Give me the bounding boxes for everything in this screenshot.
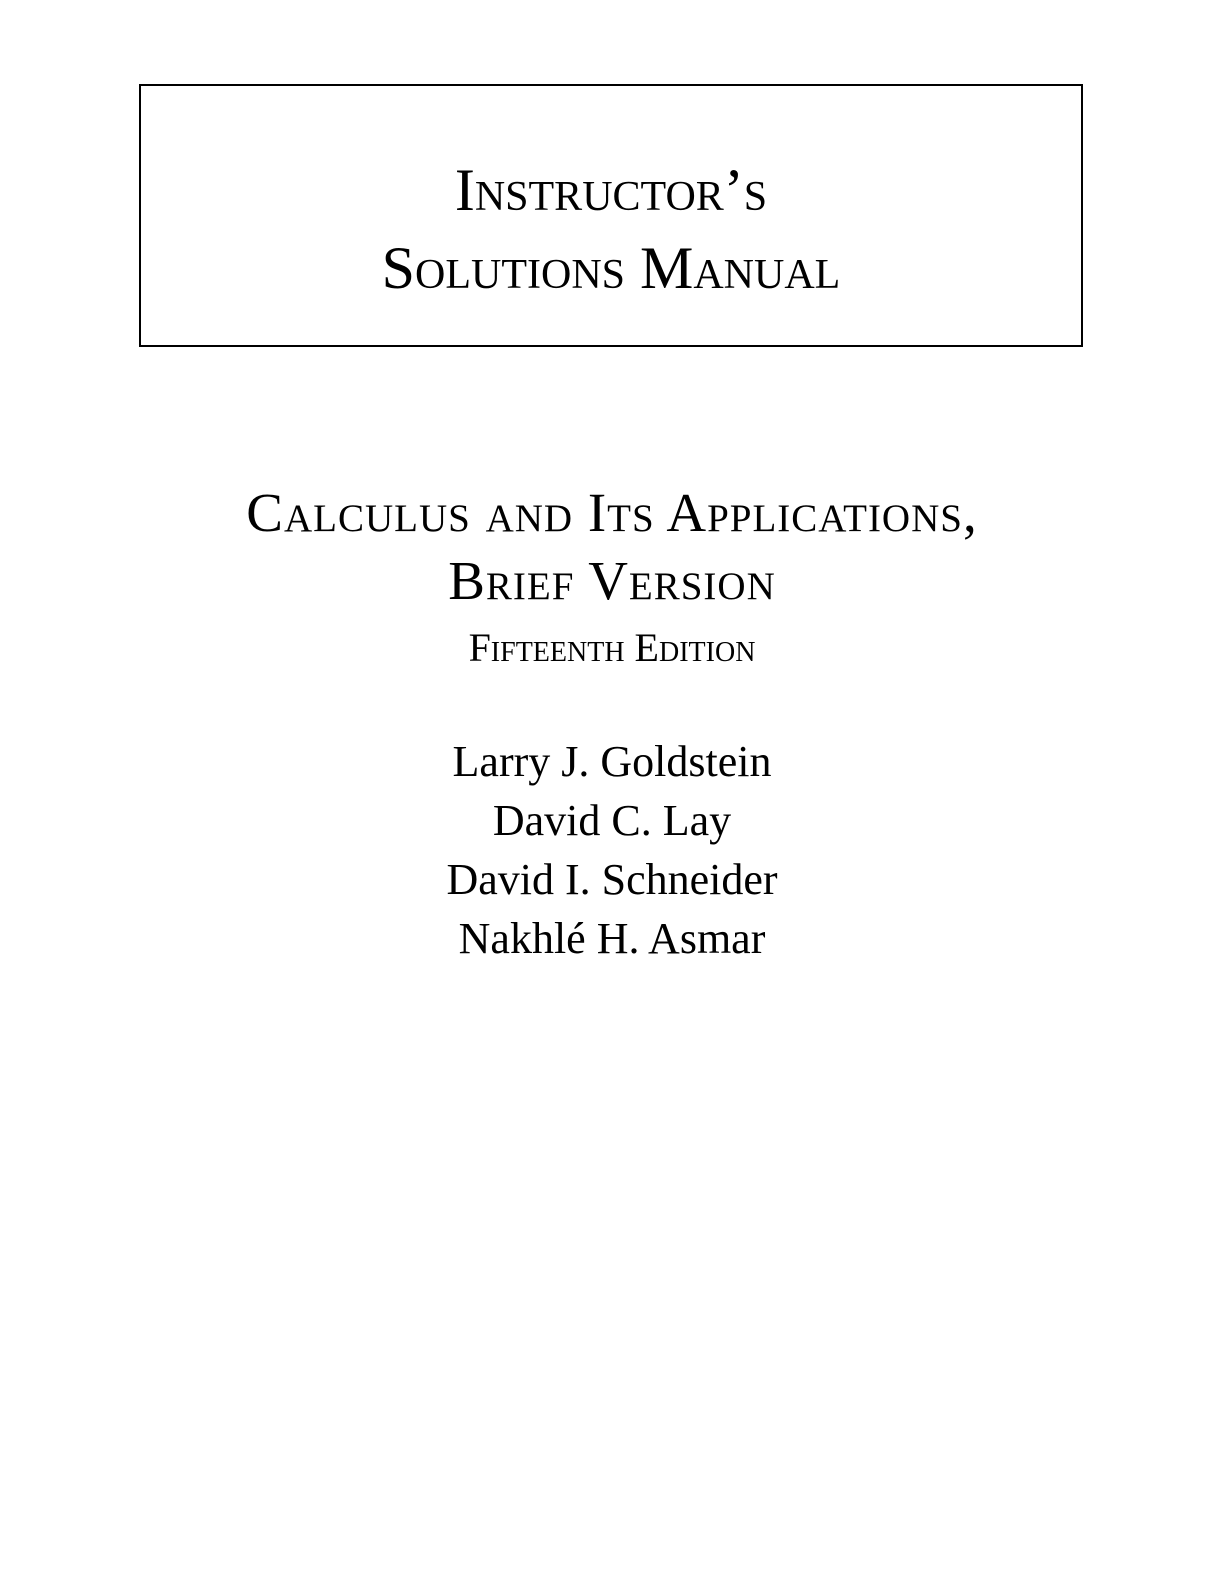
manual-title-box xyxy=(139,84,1083,347)
edition-label: Fifteenth Edition xyxy=(468,625,756,670)
author-name: David I. Schneider xyxy=(446,855,778,904)
manual-title-line-2: Solutions Manual xyxy=(381,235,841,301)
author-list xyxy=(0,732,1224,968)
author-name: David C. Lay xyxy=(492,796,732,845)
author-name: Larry J. Goldstein xyxy=(452,737,772,786)
manual-title-line-1: Instructor’s xyxy=(454,157,768,223)
book-title-line-1: Calculus and Its Applications, xyxy=(246,482,978,543)
author-name: Nakhlé H. Asmar xyxy=(458,914,766,963)
book-title-line-2: Brief Version xyxy=(448,550,776,611)
